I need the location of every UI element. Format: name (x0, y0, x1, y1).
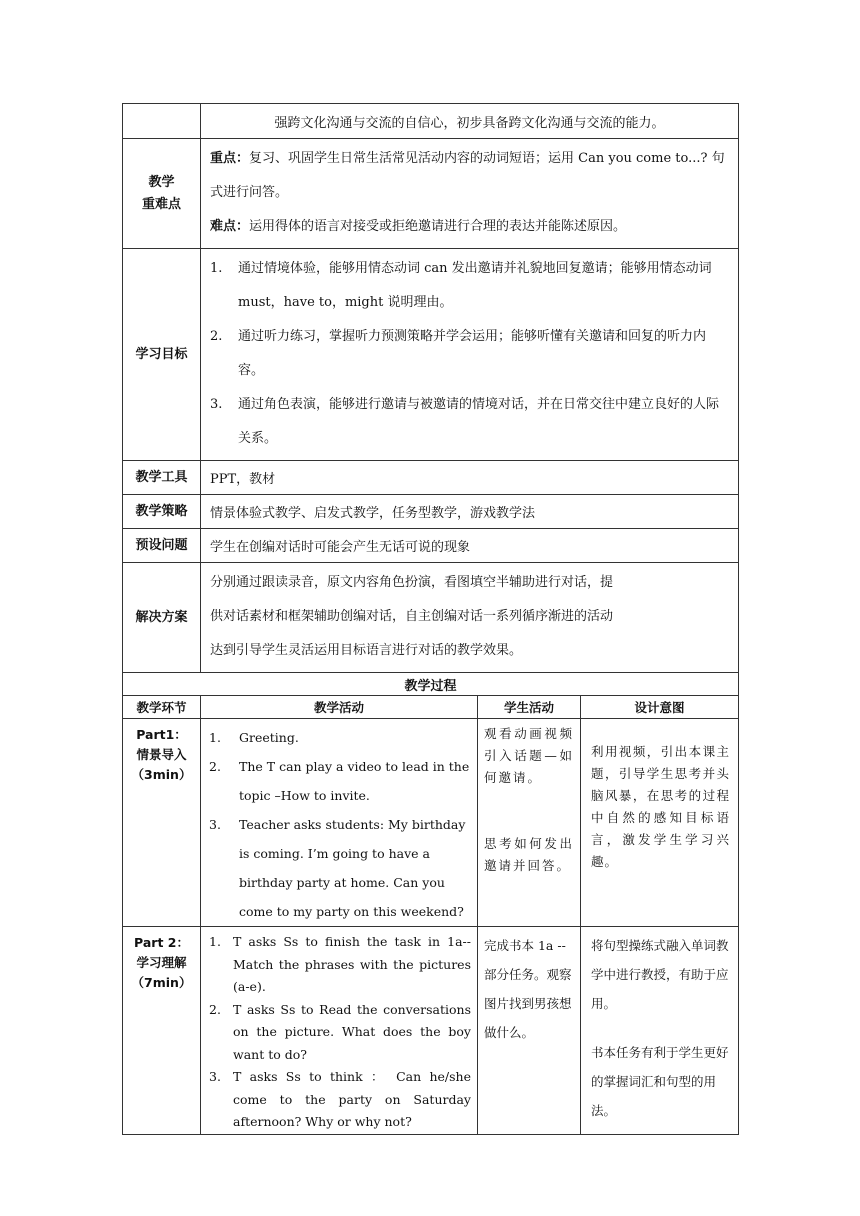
stage-cell (123, 719, 201, 927)
student-activity-a: 观看动画视频引入话题—如何邀请。 (484, 726, 574, 785)
strategy-value: 情景体验式教学、启发式教学，任务型教学，游戏教学法 (201, 495, 739, 529)
stage-title: 情景导入 (136, 747, 187, 762)
tools-label: 教学工具 (123, 461, 201, 495)
tools-value: PPT，教材 (201, 461, 739, 495)
design-intent-a: 将句型操练式融入单词教学中进行教授，有助于应用。 (591, 938, 729, 1011)
activities-list (201, 931, 471, 1134)
continuation-row (123, 104, 739, 139)
activity-item: 1. Greeting. (209, 730, 299, 745)
stage-duration: （7min） (131, 975, 192, 990)
solution-content (201, 563, 739, 673)
activity-item: 3. Teacher asks students: My birthday is coming. I’m going to have a birthday party at home. Can you come to my party on this weekend? (209, 817, 466, 919)
objective-item: 2. 通过听力练习，掌握听力预测策略并学会运用；能够听懂有关邀请和回复的听力内容。 (210, 329, 707, 378)
key-points-row (123, 139, 739, 249)
activities-cell (201, 927, 478, 1135)
activity-item: 1. T asks Ss to finish the task in 1a--Match the phrases with the pictures (a-e). (209, 934, 471, 994)
solution-row (123, 563, 739, 673)
objectives-content (201, 249, 739, 461)
activity-item: 2. The T can play a video to lead in the topic –How to invite. (209, 759, 470, 803)
process-header-row (123, 696, 739, 719)
header-student: 学生活动 (478, 696, 581, 719)
difficulty-line (210, 210, 730, 244)
objectives-label: 学习目标 (123, 249, 201, 461)
solution-line: 达到引导学生灵活运用目标语言进行对话的教学效果。 (210, 643, 523, 658)
header-stage: 教学环节 (123, 696, 201, 719)
objectives-list (210, 252, 730, 456)
issues-label: 预设问题 (123, 529, 201, 563)
difficulty-text: 运用得体的语言对接受或拒绝邀请进行合理的表达并能陈述原因。 (249, 219, 627, 234)
stage-part: Part1： (136, 727, 187, 742)
difficulty-label: 难点： (210, 219, 250, 234)
objectives-row (123, 249, 739, 461)
solution-line: 供对话素材和框架辅助创编对话，自主创编对话一系列循序渐进的活动 (210, 609, 614, 624)
activity-item: 3. T asks Ss to think ： Can he/she come to the party on Saturday afternoon? Why or why not? (209, 1069, 471, 1129)
empty-label-cell (123, 104, 201, 139)
key-points-label-line2: 重难点 (141, 196, 181, 212)
process-title-row (123, 673, 739, 696)
focus-line (210, 142, 730, 210)
focus-label: 重点： (210, 151, 250, 166)
stage-title: 学习理解 (136, 955, 187, 970)
objective-item: 1. 通过情境体验，能够用情态动词 can 发出邀请并礼貌地回复邀请；能够用情态动词 must，have to，might 说明理由。 (210, 261, 712, 310)
process-row-part1 (123, 719, 739, 927)
issues-value: 学生在创编对话时可能会产生无话可说的现象 (201, 529, 739, 563)
strategy-label: 教学策略 (123, 495, 201, 529)
design-intent-cell: 利用视频，引出本课主题，引导学生思考并头脑风暴，在思考的过程中自然的感知目标语言，激发学生学习兴趣。 (581, 719, 739, 927)
key-points-label-line1: 教学 (148, 174, 175, 190)
process-title: 教学过程 (123, 673, 739, 696)
student-activity-b: 思考如何发出邀请并回答。 (484, 836, 574, 873)
tools-row (123, 461, 739, 495)
solution-line: 分别通过跟读录音，原文内容角色扮演，看图填空半辅助进行对话，提 (210, 575, 614, 590)
student-activity-cell (478, 719, 581, 927)
strategy-row (123, 495, 739, 529)
key-points-content (201, 139, 739, 249)
stage-duration: （3min） (131, 767, 192, 782)
process-row-part2 (123, 927, 739, 1135)
issues-row (123, 529, 739, 563)
activity-item: 2. T asks Ss to Read the conversations on the picture. What does the boy want to do? (209, 1001, 471, 1062)
lesson-plan-table (122, 103, 739, 1135)
student-activity-cell (478, 927, 581, 1135)
activities-list (201, 723, 477, 926)
key-points-label (123, 139, 201, 249)
continuation-text: 强跨文化沟通与交流的自信心，初步具备跨文化沟通与交流的能力。 (201, 104, 739, 139)
header-activities: 教学活动 (201, 696, 478, 719)
objective-item: 3. 通过角色表演，能够进行邀请与被邀请的情境对话，并在日常交往中建立良好的人际关系。 (210, 397, 720, 446)
solution-label: 解决方案 (123, 563, 201, 673)
activities-cell (201, 719, 478, 927)
student-activity-a: 完成书本 1a --部分任务。观察图片找到男孩想做什么。 (484, 938, 572, 1040)
focus-text: 复习、巩固学生日常生活常见活动内容的动词短语；运用 Can you come to...? 句式进行问答。 (210, 151, 725, 200)
header-intent: 设计意图 (581, 696, 739, 719)
stage-cell (123, 927, 201, 1135)
design-intent-cell (581, 927, 739, 1135)
design-intent-b: 书本任务有利于学生更好的掌握词汇和句型的用法。 (591, 1045, 729, 1118)
stage-part: Part 2： (134, 935, 189, 950)
lesson-plan-page (122, 103, 738, 1135)
